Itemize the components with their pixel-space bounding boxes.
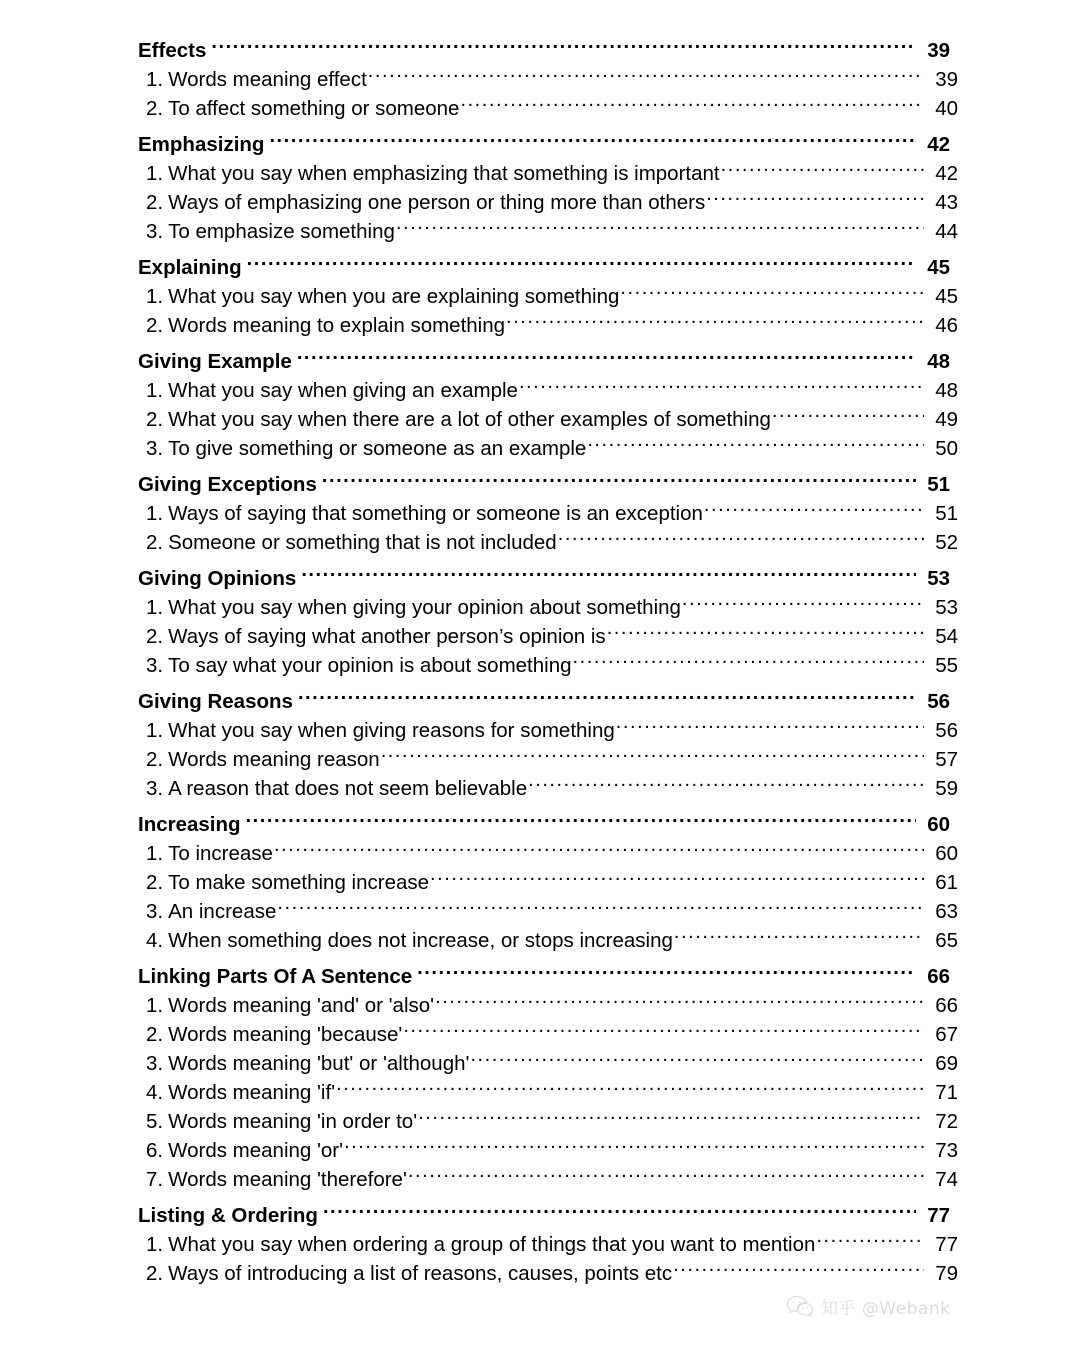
toc-heading-row[interactable] — [138, 802, 950, 836]
dot-leader — [418, 1099, 924, 1128]
toc-item-number: 4. — [146, 929, 164, 952]
toc-heading-row[interactable] — [138, 1193, 950, 1227]
toc-page-number: 71 — [935, 1081, 958, 1104]
dot-leader — [674, 918, 924, 947]
toc-page-number: 45 — [927, 256, 950, 279]
toc-item-text: Words meaning effect — [168, 68, 367, 91]
toc-page-number: 66 — [927, 965, 950, 988]
dot-leader — [246, 802, 916, 831]
toc-page-number: 77 — [927, 1204, 950, 1227]
toc-item-text: To increase — [168, 842, 273, 865]
dot-leader — [336, 1070, 924, 1099]
dot-leader — [470, 1041, 924, 1070]
toc-page-number: 39 — [935, 68, 958, 91]
dot-leader — [430, 860, 924, 889]
toc-page-number: 39 — [927, 39, 950, 62]
toc-page-number: 53 — [935, 596, 958, 619]
dot-leader — [528, 766, 924, 795]
toc-page-number: 79 — [935, 1262, 958, 1285]
toc-page-number: 56 — [927, 690, 950, 713]
toc-page-number: 61 — [935, 871, 958, 894]
toc-item-number: 3. — [146, 1052, 164, 1075]
toc-item-number: 2. — [146, 625, 164, 648]
toc-item-label — [146, 1078, 336, 1107]
toc-item-text: What you say when emphasizing that something is important — [168, 162, 720, 185]
toc-page-number: 63 — [935, 900, 958, 923]
toc-item-number: 1. — [146, 285, 164, 308]
toc-page-number: 42 — [927, 133, 950, 156]
toc-item-number: 2. — [146, 408, 164, 431]
toc-page-number: 73 — [935, 1139, 958, 1162]
toc-item-label — [146, 528, 558, 557]
dot-leader — [519, 368, 924, 397]
toc-page-number: 49 — [935, 408, 958, 431]
toc-item-number: 3. — [146, 437, 164, 460]
toc-item-label — [146, 926, 674, 955]
toc-heading-row[interactable] — [138, 28, 950, 62]
toc-item-text: When something does not increase, or stops increasing — [168, 929, 673, 952]
toc-item-number: 7. — [146, 1168, 164, 1191]
toc-item-text: To emphasize something — [168, 220, 395, 243]
toc-item-label — [146, 1136, 344, 1165]
toc-heading-row[interactable] — [138, 339, 950, 373]
toc-item-text: Words meaning 'because' — [168, 1023, 403, 1046]
toc-heading-row[interactable] — [138, 245, 950, 279]
toc-page-number: 60 — [927, 813, 950, 836]
toc-heading-label: Listing & Ordering — [138, 1204, 318, 1227]
dot-leader — [277, 889, 924, 918]
toc-item-text: What you say when giving an example — [168, 379, 518, 402]
toc-page-number: 50 — [935, 437, 958, 460]
watermark-text: 知乎 @Webank — [821, 1298, 951, 1319]
dot-leader — [616, 708, 924, 737]
toc-item-number: 1. — [146, 502, 164, 525]
dot-leader — [704, 491, 924, 520]
toc-section — [138, 1193, 958, 1285]
toc-page-number: 55 — [935, 654, 958, 677]
wechat-logo-icon — [786, 1295, 814, 1317]
toc-item-number: 1. — [146, 162, 164, 185]
toc-section — [138, 802, 958, 952]
toc-item-label — [146, 217, 396, 246]
toc-item-text: A reason that does not seem believable — [168, 777, 528, 800]
toc-page-number: 43 — [935, 191, 958, 214]
dot-leader — [772, 397, 924, 426]
toc-item-number: 1. — [146, 596, 164, 619]
toc-item-number: 1. — [146, 1233, 164, 1256]
dot-leader — [620, 274, 924, 303]
toc-heading-label: Explaining — [138, 256, 242, 279]
dot-leader — [381, 737, 924, 766]
toc-item-number: 1. — [146, 994, 164, 1017]
toc-item-text: Words meaning to explain something — [168, 314, 506, 337]
toc-page-number: 48 — [935, 379, 958, 402]
toc-item-number: 1. — [146, 719, 164, 742]
toc-page-number: 59 — [935, 777, 958, 800]
toc-item-text: To make something increase — [168, 871, 430, 894]
dot-leader — [323, 1193, 916, 1222]
toc-item-text: Ways of emphasizing one person or thing more than others — [168, 191, 706, 214]
toc-page-number: 42 — [935, 162, 958, 185]
dot-leader — [247, 245, 916, 274]
toc-item-number: 2. — [146, 1023, 164, 1046]
toc-heading-label: Linking Parts Of A Sentence — [138, 965, 413, 988]
dot-leader — [435, 983, 924, 1012]
toc-item-label — [146, 1259, 673, 1288]
dot-leader — [460, 86, 924, 115]
dot-leader — [587, 426, 924, 455]
toc-item-label — [146, 651, 573, 680]
dot-leader — [673, 1251, 924, 1280]
dot-leader — [322, 462, 916, 491]
toc-page-number: 66 — [935, 994, 958, 1017]
toc-item-text: An increase — [168, 900, 277, 923]
toc-item-text: What you say when giving your opinion about something — [168, 596, 681, 619]
toc-item-label — [146, 159, 721, 188]
dot-leader — [573, 643, 924, 672]
toc-item-label — [146, 745, 381, 774]
toc-item-text: Ways of saying what another person’s opinion is — [168, 625, 606, 648]
toc-item-number: 1. — [146, 842, 164, 865]
dot-leader — [396, 209, 924, 238]
toc-item-label — [146, 622, 607, 651]
dot-leader — [298, 679, 916, 708]
toc-page-number: 46 — [935, 314, 958, 337]
dot-leader — [403, 1012, 924, 1041]
toc-item-text: What you say when there are a lot of other examples of something — [168, 408, 771, 431]
dot-leader — [211, 28, 916, 57]
toc-heading-row[interactable] — [138, 679, 950, 713]
toc-item-number: 4. — [146, 1081, 164, 1104]
toc-item-text: Words meaning reason — [168, 748, 380, 771]
toc-heading-label: Effects — [138, 39, 207, 62]
toc-item-number: 2. — [146, 531, 164, 554]
dot-leader — [301, 556, 916, 585]
toc-item-text: What you say when giving reasons for something — [168, 719, 615, 742]
toc-item-number: 2. — [146, 1262, 164, 1285]
toc-item-text: Words meaning 'in order to' — [168, 1110, 418, 1133]
toc-item-label — [146, 991, 435, 1020]
toc-section — [138, 28, 958, 120]
toc-heading-label: Giving Exceptions — [138, 473, 317, 496]
toc-page-number: 51 — [927, 473, 950, 496]
toc-item-label — [146, 774, 528, 803]
toc-item-number: 2. — [146, 748, 164, 771]
toc-item-number: 1. — [146, 68, 164, 91]
dot-leader — [721, 151, 924, 180]
dot-leader — [417, 954, 916, 983]
toc-item-text: Words meaning 'if' — [168, 1081, 336, 1104]
toc-item-number: 3. — [146, 654, 164, 677]
toc-item-text: What you say when ordering a group of things that you want to mention — [168, 1233, 816, 1256]
toc-item-text: Ways of saying that something or someone is an exception — [168, 502, 703, 525]
toc-heading-row[interactable] — [138, 462, 950, 496]
toc-page-number: 69 — [935, 1052, 958, 1075]
dot-leader — [682, 585, 924, 614]
toc-item-number: 3. — [146, 900, 164, 923]
toc-item-label — [146, 311, 506, 340]
toc-item-text: Someone or something that is not included — [168, 531, 557, 554]
toc-heading-row[interactable] — [138, 954, 950, 988]
toc-item-label — [146, 65, 368, 94]
dot-leader — [816, 1222, 924, 1251]
toc-section — [138, 339, 958, 460]
toc-page-number: 60 — [935, 842, 958, 865]
toc-item-row[interactable] — [146, 57, 958, 91]
watermark — [786, 1286, 1046, 1326]
toc-page-number: 56 — [935, 719, 958, 742]
toc-item-number: 3. — [146, 777, 164, 800]
toc-page-number: 53 — [927, 567, 950, 590]
toc-item-text: To say what your opinion is about something — [168, 654, 572, 677]
toc-heading-label: Giving Example — [138, 350, 292, 373]
toc-page-number: 40 — [935, 97, 958, 120]
toc-heading-row[interactable] — [138, 556, 950, 590]
toc-page-number: 57 — [935, 748, 958, 771]
toc-heading-label: Giving Reasons — [138, 690, 293, 713]
toc-page-number: 74 — [935, 1168, 958, 1191]
dot-leader — [344, 1128, 924, 1157]
toc-item-text: What you say when you are explaining something — [168, 285, 620, 308]
toc-item-number: 2. — [146, 314, 164, 337]
toc-item-number: 2. — [146, 97, 164, 120]
toc-item-text: Ways of introducing a list of reasons, causes, points etc — [168, 1262, 673, 1285]
toc-item-number: 2. — [146, 191, 164, 214]
toc-item-label — [146, 1020, 403, 1049]
toc-item-text: Words meaning 'but' or 'although' — [168, 1052, 470, 1075]
toc-item-row[interactable] — [146, 831, 958, 865]
toc-item-number: 1. — [146, 379, 164, 402]
toc-item-number: 6. — [146, 1139, 164, 1162]
toc-section — [138, 122, 958, 243]
toc-item-text: To affect something or someone — [168, 97, 460, 120]
toc-item-label — [146, 434, 587, 463]
toc-item-number: 2. — [146, 871, 164, 894]
toc-heading-label: Giving Opinions — [138, 567, 297, 590]
toc-item-row[interactable] — [146, 274, 958, 308]
toc-item-text: Words meaning 'therefore' — [168, 1168, 407, 1191]
toc-page-number: 48 — [927, 350, 950, 373]
dot-leader — [408, 1157, 924, 1186]
dot-leader — [368, 57, 924, 86]
toc-page-number: 65 — [935, 929, 958, 952]
toc-item-label — [146, 897, 277, 926]
dot-leader — [607, 614, 924, 643]
toc-page-number: 52 — [935, 531, 958, 554]
toc-item-text: Words meaning 'and' or 'also' — [168, 994, 435, 1017]
toc-section — [138, 679, 958, 800]
toc-heading-label: Emphasizing — [138, 133, 265, 156]
toc-section — [138, 462, 958, 554]
toc-item-label — [146, 593, 682, 622]
toc-page-number: 67 — [935, 1023, 958, 1046]
toc-item-number: 5. — [146, 1110, 164, 1133]
toc-item-text: Words meaning 'or' — [168, 1139, 344, 1162]
toc-item-label — [146, 1165, 408, 1194]
dot-leader — [706, 180, 924, 209]
toc-page-number: 51 — [935, 502, 958, 525]
dot-leader — [269, 122, 916, 151]
toc-item-label — [146, 94, 460, 123]
toc-item-number: 3. — [146, 220, 164, 243]
toc-item-text: To give something or someone as an example — [168, 437, 587, 460]
dot-leader — [506, 303, 924, 332]
toc-heading-label: Increasing — [138, 813, 241, 836]
toc-page-number: 72 — [935, 1110, 958, 1133]
dot-leader — [558, 520, 924, 549]
toc-item-label — [146, 839, 274, 868]
toc-page-number: 77 — [935, 1233, 958, 1256]
dot-leader — [297, 339, 916, 368]
toc-section — [138, 954, 958, 1191]
toc-page-number: 54 — [935, 625, 958, 648]
toc-heading-row[interactable] — [138, 122, 950, 156]
toc-item-label — [146, 376, 519, 405]
toc-section — [138, 245, 958, 337]
table-of-contents — [138, 28, 958, 1285]
toc-page-number: 45 — [935, 285, 958, 308]
dot-leader — [274, 831, 924, 860]
toc-page-number: 44 — [935, 220, 958, 243]
toc-section — [138, 556, 958, 677]
